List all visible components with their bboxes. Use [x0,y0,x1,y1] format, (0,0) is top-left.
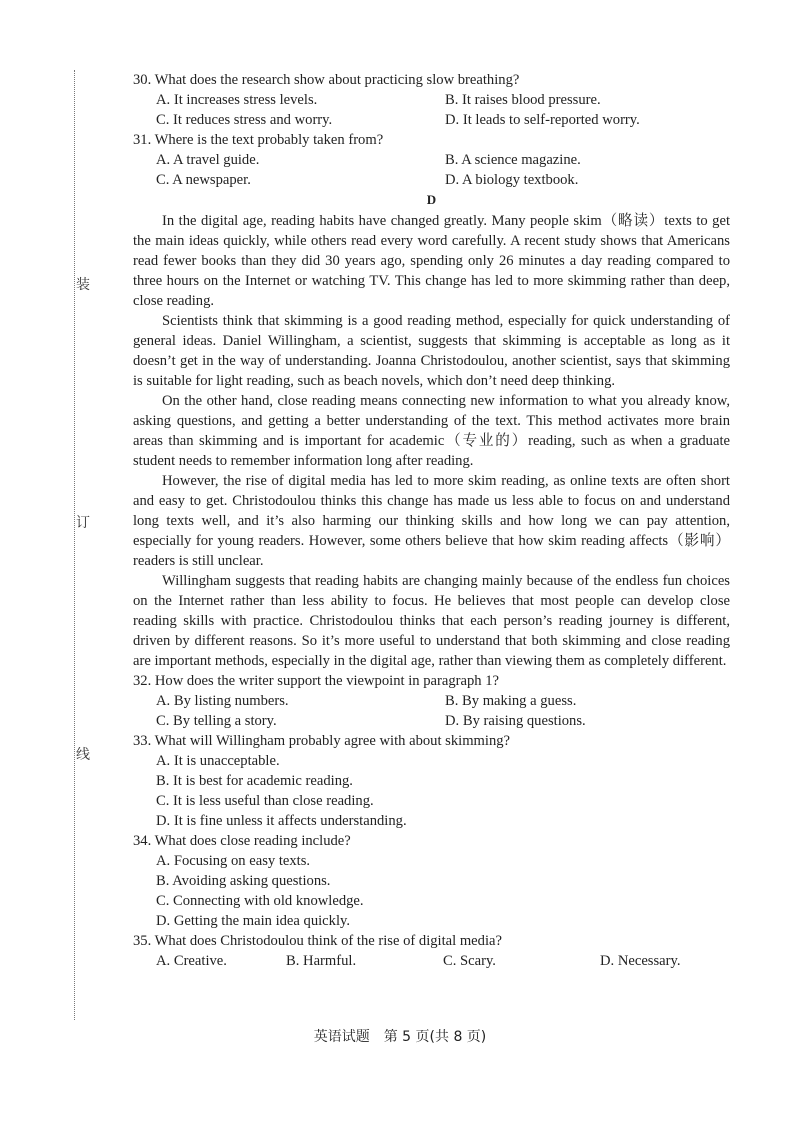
passage-paragraph-2: Scientists think that skimming is a good reading method, especially for quick understanding of general ideas. Daniel Willingham, a scientist, suggests that skimming is acceptable as long as it doesn’t get in the way of understanding. Joanna Christodoulou, another scientist, says that skimming is suitable for light reading, such as beach novels, which don’t need deep thinking. [133,313,730,389]
option-d[interactable]: D. A biology textbook. [445,172,579,188]
question-30 [133,70,730,130]
option-a[interactable]: A. By listing numbers. [156,693,289,709]
question-stem: 30. What does the research show about practicing slow breathing? [133,72,520,88]
question-stem: 34. What does close reading include? [133,833,351,849]
option-d[interactable]: D. Getting the main idea quickly. [156,913,350,929]
options [133,691,730,731]
options [133,851,730,931]
question-31 [133,130,730,190]
question-stem: 35. What does Christodoulou think of the rise of digital media? [133,933,502,949]
option-b[interactable]: B. It raises blood pressure. [445,92,601,108]
option-d[interactable]: D. It is fine unless it affects understanding. [156,813,407,829]
passage-paragraph-5: Willingham suggests that reading habits are changing mainly because of the endless fun choices on the Internet rather than less ability to focus. He believes that most people can develop close reading skills with practice. Christodoulou thinks that each person’s reading journey is different, driven by different reasons. So it’s more useful to understand that both skimming and close reading are important methods, especially in the digital age, rather than viewing them as completely different. [133,573,730,669]
question-34 [133,831,730,931]
option-b[interactable]: B. Avoiding asking questions. [156,873,331,889]
question-35 [133,931,730,971]
binding-dotted-line [74,70,75,1020]
page-footer: 英语试题 第 5 页(共 8 页) [313,1029,487,1045]
option-c[interactable]: C. By telling a story. [156,713,277,729]
options [133,90,730,130]
option-d[interactable]: D. It leads to self-reported worry. [445,112,640,128]
option-d[interactable]: D. By raising questions. [445,713,586,729]
binding-char-ding: 订 [76,515,90,531]
option-b[interactable]: B. Harmful. [286,953,357,969]
exam-content [133,70,730,971]
option-b[interactable]: B. By making a guess. [445,693,577,709]
option-a[interactable]: A. A travel guide. [156,152,260,168]
option-c[interactable]: C. It reduces stress and worry. [156,112,333,128]
option-a[interactable]: A. It increases stress levels. [156,92,318,108]
option-b[interactable]: B. A science magazine. [445,152,581,168]
passage-paragraph-3: On the other hand, close reading means connecting new information to what you already know, asking questions, and getting a better understanding of the text. This method activates more brain areas than skimming and is important for academic（专业的）reading, such as when a graduate student needs to remember information long after reading. [133,393,730,469]
options [133,751,730,831]
passage-paragraph-4: However, the rise of digital media has led to more skim reading, as online texts are often short and easy to get. Christodoulou thinks this change has made us less able to focus on and understand long texts well, and it’s also harming our thinking skills and how long we can pay attention, especially for young readers. However, some others believe that how skim reading affects（影响）readers is still unclear. [133,473,730,569]
options [133,951,730,971]
question-33 [133,731,730,831]
option-c[interactable]: C. Scary. [443,953,496,969]
option-a[interactable]: A. It is unacceptable. [156,753,280,769]
options [133,150,730,190]
question-stem: 31. Where is the text probably taken from? [133,132,384,148]
option-c[interactable]: C. Connecting with old knowledge. [156,893,364,909]
question-32 [133,671,730,731]
binding-char-zhuang: 装 [76,277,90,293]
option-a[interactable]: A. Focusing on easy texts. [156,853,311,869]
option-c[interactable]: C. A newspaper. [156,172,251,188]
option-a[interactable]: A. Creative. [156,953,227,969]
option-b[interactable]: B. It is best for academic reading. [156,773,353,789]
question-stem: 32. How does the writer support the viewpoint in paragraph 1? [133,673,499,689]
option-c[interactable]: C. It is less useful than close reading. [156,793,374,809]
passage-paragraph-1: In the digital age, reading habits have changed greatly. Many people skim（略读）texts to get the main ideas quickly, while others read every word carefully. A recent study shows that Americans read fewer books than they did 30 years ago, spending only 26 minutes a day reading compared to three hours on the Internet or watching TV. This change has led to more skimming rather than deep, close reading. [133,213,730,309]
section-label: D [426,192,437,207]
option-d[interactable]: D. Necessary. [600,953,681,969]
question-stem: 33. What will Willingham probably agree with about skimming? [133,733,511,749]
binding-char-xian: 线 [76,747,90,763]
